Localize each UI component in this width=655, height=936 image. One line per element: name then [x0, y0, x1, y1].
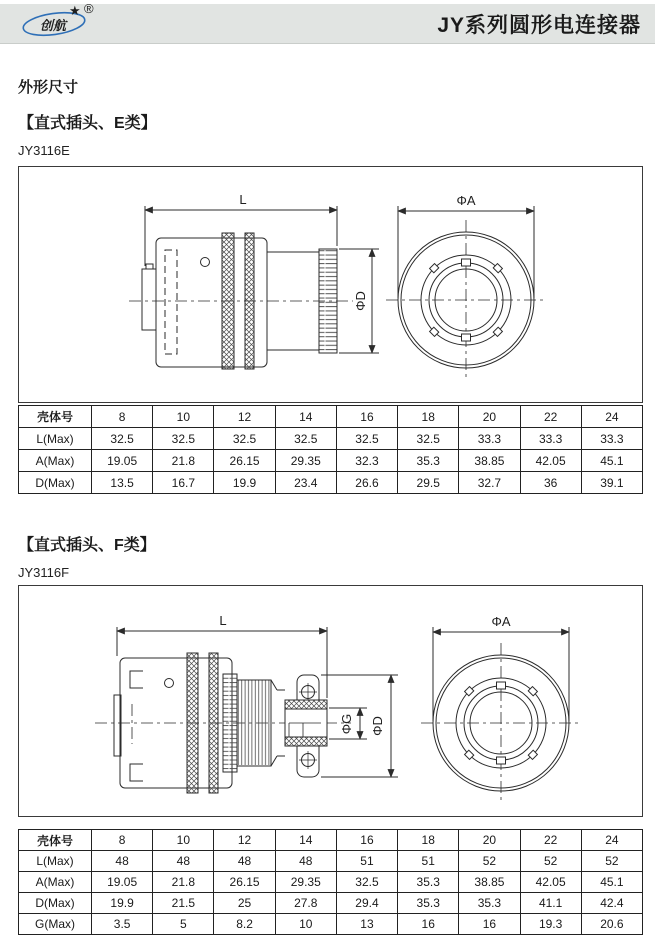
dimension-value: 52 — [520, 851, 581, 872]
shell-size-value: 20 — [459, 830, 520, 851]
bayonet-tab — [462, 334, 471, 341]
dimension-value: 42.05 — [520, 872, 581, 893]
dimension-value: 10 — [275, 914, 336, 935]
logo-star-icon: ★ — [69, 3, 81, 18]
dimension-value: 25 — [214, 893, 275, 914]
dimension-value: 32.5 — [398, 428, 459, 450]
ribbed-ring — [223, 674, 237, 772]
dimension-value: 36 — [520, 472, 581, 494]
dimension-value: 26.15 — [214, 872, 275, 893]
knurl-band — [187, 653, 198, 793]
section-e-type — [18, 110, 640, 494]
shell-size-value: 20 — [459, 406, 520, 428]
dimension-value: 35.3 — [459, 893, 520, 914]
dimension-value: 16.7 — [153, 472, 214, 494]
row-label: A(Max) — [19, 872, 92, 893]
dimension-value: 32.5 — [336, 428, 397, 450]
model-number-f: JY3116F — [18, 565, 70, 580]
dimension-value: 35.3 — [398, 450, 459, 472]
dim-label-phiA: ΦA — [456, 193, 476, 208]
dimension-value: 16 — [459, 914, 520, 935]
table-row — [19, 872, 643, 893]
body-hole — [201, 258, 210, 267]
dimension-value: 19.05 — [92, 872, 153, 893]
dimension-value: 48 — [92, 851, 153, 872]
dimension-value: 29.4 — [336, 893, 397, 914]
dimension-value: 32.3 — [336, 450, 397, 472]
dimension-value: 29.35 — [275, 872, 336, 893]
dimension-value: 32.5 — [92, 428, 153, 450]
shell-size-value: 16 — [336, 830, 397, 851]
rear-tab-step — [146, 264, 153, 269]
dimension-value: 45.1 — [581, 872, 642, 893]
logo-text: 创航 — [39, 18, 67, 33]
dimension-value: 32.5 — [153, 428, 214, 450]
body-hole — [165, 679, 174, 688]
dimension-value: 21.8 — [153, 872, 214, 893]
brand-logo-graphic — [16, 2, 100, 40]
bayonet-tab — [497, 757, 506, 764]
dimension-value: 51 — [336, 851, 397, 872]
header-bar — [0, 4, 655, 44]
knurl-band — [222, 233, 234, 369]
dimension-value: 8.2 — [214, 914, 275, 935]
dimension-value: 52 — [459, 851, 520, 872]
dimension-value: 45.1 — [581, 450, 642, 472]
drawing-panel-e — [18, 166, 643, 403]
dimension-value: 38.85 — [459, 450, 520, 472]
subsection-title-e: 【直式插头、E类】 — [18, 115, 157, 132]
dimension-value: 51 — [398, 851, 459, 872]
dim-label-L: L — [239, 192, 247, 207]
row-label: D(Max) — [19, 472, 92, 494]
row-label: G(Max) — [19, 914, 92, 935]
table-row — [19, 450, 643, 472]
table-row — [19, 893, 643, 914]
serrated-ring — [237, 680, 271, 766]
dimension-value: 33.3 — [520, 428, 581, 450]
row-label: L(Max) — [19, 851, 92, 872]
table-row — [19, 428, 643, 450]
dimension-value: 52 — [581, 851, 642, 872]
registered-mark-icon: ® — [84, 2, 94, 16]
section-f-type — [18, 532, 640, 935]
row-label: D(Max) — [19, 893, 92, 914]
dimension-value: 21.8 — [153, 450, 214, 472]
dimension-value: 16 — [398, 914, 459, 935]
dimension-value: 19.9 — [214, 472, 275, 494]
body-bracket — [130, 671, 143, 688]
front-view — [421, 643, 581, 803]
nut-knurl — [285, 737, 327, 746]
dimension-value: 48 — [275, 851, 336, 872]
dimension-value: 38.85 — [459, 872, 520, 893]
dimension-value: 3.5 — [92, 914, 153, 935]
dimension-value: 26.6 — [336, 472, 397, 494]
hidden-slot — [165, 250, 177, 354]
dimension-value: 20.6 — [581, 914, 642, 935]
shell-size-value: 22 — [520, 406, 581, 428]
model-number-e: JY3116E — [18, 143, 70, 158]
shell-size-value: 10 — [153, 406, 214, 428]
dimension-value: 21.5 — [153, 893, 214, 914]
dimension-value: 32.7 — [459, 472, 520, 494]
shell-size-value: 24 — [581, 406, 642, 428]
shell-size-value: 12 — [214, 830, 275, 851]
shell-size-value: 24 — [581, 830, 642, 851]
drawing-panel-f — [18, 585, 643, 817]
dim-label-phiD: ΦD — [370, 716, 385, 736]
dimension-value: 29.5 — [398, 472, 459, 494]
connector-rear-tab — [142, 269, 156, 330]
dimension-value: 42.4 — [581, 893, 642, 914]
dimension-value: 33.3 — [581, 428, 642, 450]
dimension-value: 13 — [336, 914, 397, 935]
table-header-row — [19, 830, 643, 851]
knurl-band — [245, 233, 254, 369]
shell-size-header: 壳体号 — [19, 406, 92, 428]
shell-size-value: 8 — [92, 830, 153, 851]
dimension-value: 32.5 — [275, 428, 336, 450]
dimension-value: 48 — [153, 851, 214, 872]
dimension-value: 41.1 — [520, 893, 581, 914]
knurl-band — [209, 653, 218, 793]
content — [0, 76, 655, 935]
page-title: JY系列圆形电连接器 — [437, 13, 641, 37]
table-header-row — [19, 406, 643, 428]
shell-size-value: 22 — [520, 830, 581, 851]
shell-size-value: 14 — [275, 406, 336, 428]
coupling-ring — [319, 249, 337, 353]
shell-size-value: 18 — [398, 406, 459, 428]
dim-label-phiA: ΦA — [491, 614, 511, 629]
dimension-value: 23.4 — [275, 472, 336, 494]
dimension-value: 35.3 — [398, 893, 459, 914]
dimension-value: 29.35 — [275, 450, 336, 472]
dim-label-L: L — [219, 613, 227, 628]
dimension-value: 39.1 — [581, 472, 642, 494]
shell-size-value: 12 — [214, 406, 275, 428]
dimension-value: 19.3 — [520, 914, 581, 935]
technical-drawing-e — [19, 167, 642, 402]
subsection-title-f: 【直式插头、F类】 — [18, 537, 156, 554]
nut-knurl — [285, 700, 327, 709]
shell-size-value: 16 — [336, 406, 397, 428]
body-bracket — [130, 764, 143, 781]
table-row — [19, 914, 643, 935]
dimension-value: 19.9 — [92, 893, 153, 914]
dimension-value: 32.5 — [336, 872, 397, 893]
shell-size-header: 壳体号 — [19, 830, 92, 851]
dimensions-table-e — [18, 405, 643, 494]
dimension-value: 32.5 — [214, 428, 275, 450]
dim-label-phiD: ΦD — [353, 291, 368, 311]
dimension-value: 19.05 — [92, 450, 153, 472]
row-label: A(Max) — [19, 450, 92, 472]
dimension-value: 42.05 — [520, 450, 581, 472]
shell-size-value: 8 — [92, 406, 153, 428]
dimension-value: 27.8 — [275, 893, 336, 914]
dimensions-table-f — [18, 829, 643, 935]
shell-size-value: 14 — [275, 830, 336, 851]
dimension-value: 35.3 — [398, 872, 459, 893]
dim-label-phiG: ΦG — [339, 713, 354, 735]
brand-logo — [16, 2, 100, 45]
bayonet-tab — [497, 682, 506, 689]
row-label: L(Max) — [19, 428, 92, 450]
dimension-value: 13.5 — [92, 472, 153, 494]
dimension-value: 26.15 — [214, 450, 275, 472]
dimension-value: 33.3 — [459, 428, 520, 450]
dimension-value: 5 — [153, 914, 214, 935]
front-view — [386, 220, 546, 380]
technical-drawing-f — [19, 586, 642, 816]
table-row — [19, 472, 643, 494]
section-title-outline: 外形尺寸 — [18, 79, 79, 96]
bayonet-tab — [462, 259, 471, 266]
table-row — [19, 851, 643, 872]
dimension-value: 48 — [214, 851, 275, 872]
shell-size-value: 18 — [398, 830, 459, 851]
shell-size-value: 10 — [153, 830, 214, 851]
